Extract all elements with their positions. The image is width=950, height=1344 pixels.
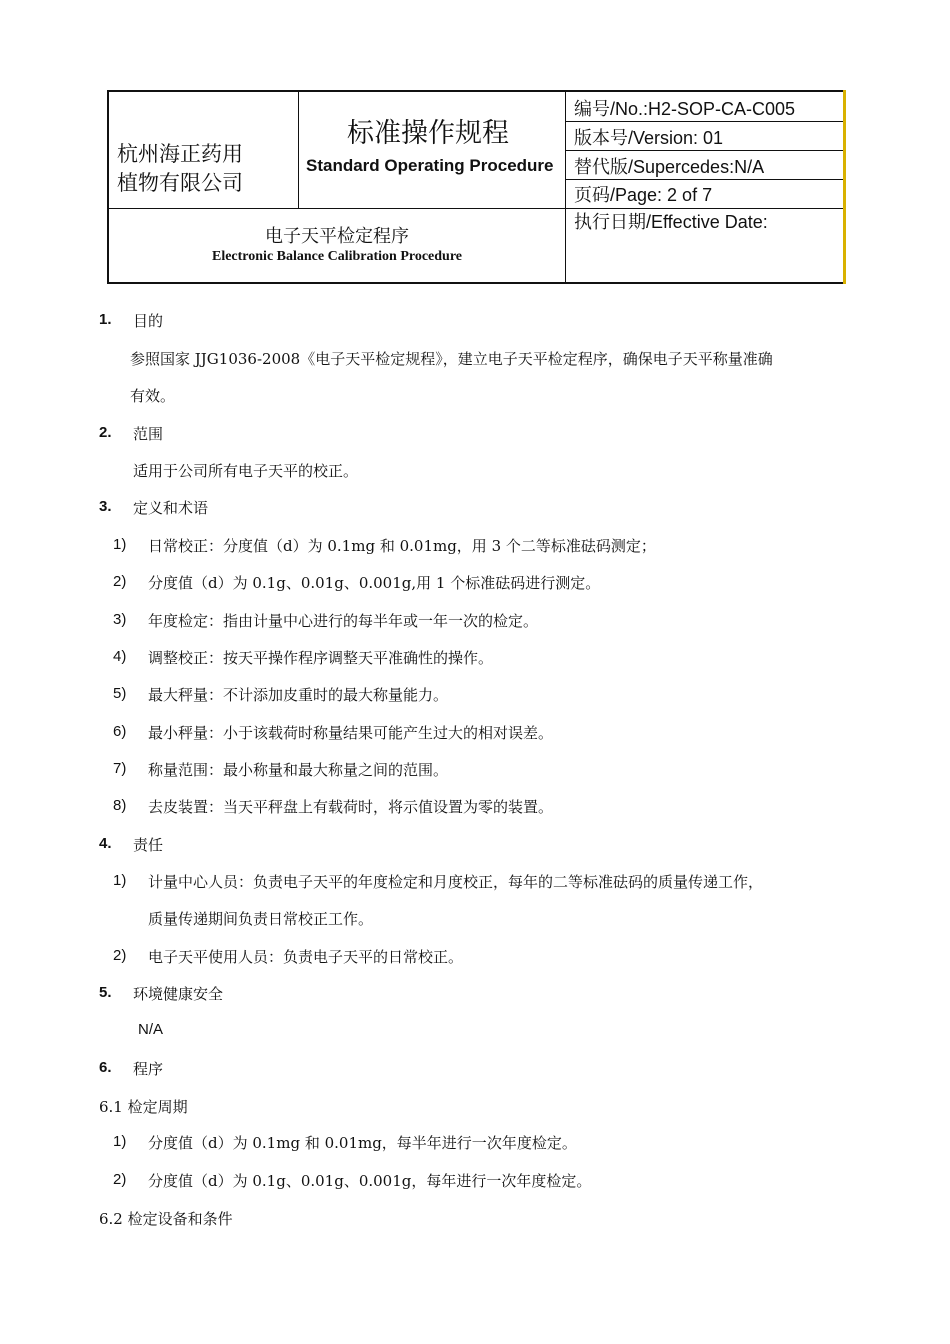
header-divider — [565, 150, 843, 151]
list-item-number: 5) — [113, 685, 127, 702]
version: 版本号/Version: 01 — [574, 128, 724, 148]
list-item-number: 6) — [113, 723, 127, 740]
company-name — [117, 140, 243, 198]
subsection-title: 6.2 检定设备和条件 — [99, 1210, 233, 1228]
list-item-number: 1) — [113, 536, 127, 553]
supersedes: 替代版/Supercedes:N/A — [574, 157, 765, 177]
section-number: 6. — [99, 1059, 112, 1076]
list-item: 分度值（d）为 0.1g、0.01g、0.001g，每年进行一次年度检定。 — [148, 1172, 592, 1190]
paragraph: 适用于公司所有电子天平的校正。 — [133, 462, 359, 480]
list-item: 日常校正：分度值（d）为 0.1mg 和 0.01mg，用 3 个二等标准砝码测定； — [148, 537, 656, 555]
header-table — [107, 90, 845, 284]
section-title: 程序 — [133, 1060, 164, 1078]
list-item: 电子天平使用人员：负责电子天平的日常校正。 — [148, 948, 464, 966]
doc-number: 编号/No.:H2-SOP-CA-C005 — [574, 99, 796, 119]
paragraph: N/A — [138, 1021, 164, 1038]
list-item: 分度值（d）为 0.1mg 和 0.01mg，每半年进行一次年度检定。 — [148, 1134, 577, 1152]
list-item: 去皮装置：当天平秤盘上有载荷时，将示值设置为零的装置。 — [148, 798, 554, 816]
section-number: 5. — [99, 984, 112, 1001]
header-divider — [298, 92, 299, 208]
subsection-title: 6.1 检定周期 — [99, 1098, 188, 1116]
list-item: 分度值（d）为 0.1g、0.01g、0.001g,用 1 个标准砝码进行测定。 — [148, 574, 601, 592]
list-item: 年度检定：指由计量中心进行的每半年或一年一次的检定。 — [148, 612, 539, 630]
list-item: 最小秤量：小于该载荷时称量结果可能产生过大的相对误差。 — [148, 724, 554, 742]
sop-title-cn: 标准操作规程 — [347, 118, 509, 149]
section-title: 定义和术语 — [133, 499, 209, 517]
section-title: 责任 — [133, 836, 164, 854]
section-number: 1. — [99, 311, 112, 328]
list-item-number: 2) — [113, 1171, 127, 1188]
paragraph: 有效。 — [130, 387, 176, 405]
list-item-number: 2) — [113, 573, 127, 590]
list-item-number: 8) — [113, 797, 127, 814]
section-number: 2. — [99, 424, 112, 441]
company-line1: 杭州海正药用 — [117, 142, 243, 166]
list-item-continuation: 质量传递期间负责日常校正工作。 — [148, 910, 374, 928]
procedure-title-cn: 电子天平检定程序 — [265, 226, 409, 247]
header-divider — [565, 179, 843, 180]
list-item-number: 1) — [113, 1133, 127, 1150]
section-number: 4. — [99, 835, 112, 852]
procedure-title-en: Electronic Balance Calibration Procedure — [211, 249, 463, 264]
list-item: 称量范围：最小称量和最大称量之间的范围。 — [148, 761, 449, 779]
effective-date: 执行日期/Effective Date: — [574, 212, 768, 232]
list-item: 计量中心人员：负责电子天平的年度检定和月度校正，每年的二等标准砝码的质量传递工作， — [148, 873, 764, 891]
section-number: 3. — [99, 498, 112, 515]
list-item-number: 4) — [113, 648, 127, 665]
sop-title-en: Standard Operating Procedure — [306, 156, 554, 175]
list-item-number: 3) — [113, 611, 127, 628]
section-title: 目的 — [133, 312, 164, 330]
header-divider — [565, 121, 843, 122]
company-line2: 植物有限公司 — [117, 171, 243, 195]
list-item-number: 2) — [113, 947, 127, 964]
header-edge-marker — [843, 90, 846, 284]
paragraph: 参照国家 JJG1036-2008《电子天平检定规程》，建立电子天平检定程序，确保电子天平称量准确 — [130, 350, 773, 368]
list-item: 最大秤量：不计添加皮重时的最大称量能力。 — [148, 686, 449, 704]
section-title: 环境健康安全 — [133, 985, 224, 1003]
list-item: 调整校正：按天平操作程序调整天平准确性的操作。 — [148, 649, 494, 667]
list-item-number: 7) — [113, 760, 127, 777]
list-item-number: 1) — [113, 872, 127, 889]
page-number: 页码/Page: 2 of 7 — [574, 185, 713, 205]
section-title: 范围 — [133, 425, 164, 443]
